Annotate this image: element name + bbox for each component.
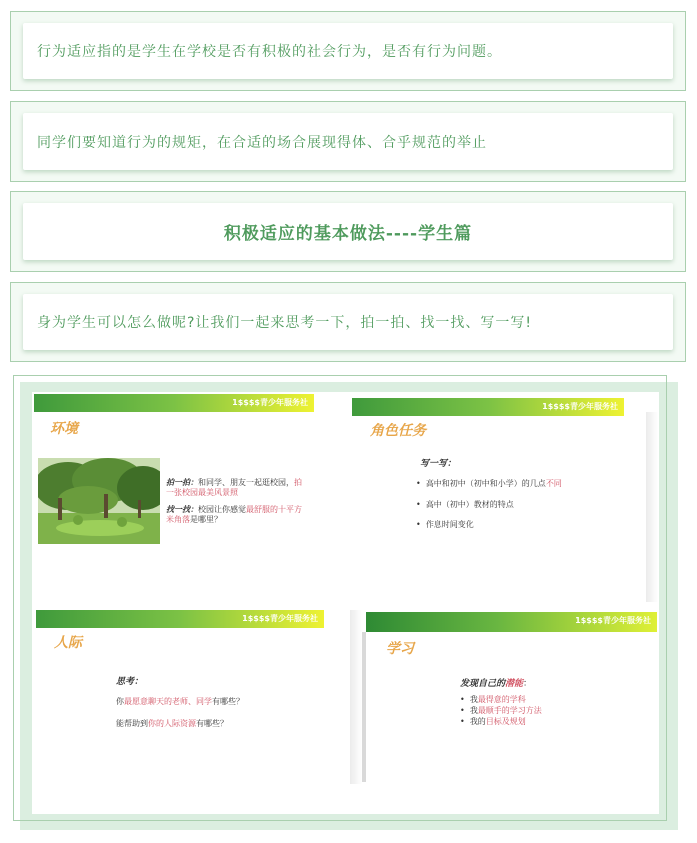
study-item-3: • 我的目标及规划 bbox=[460, 717, 526, 726]
slide-role-brand: 1$$$$青少年服务社 bbox=[542, 402, 618, 411]
intro-card-1 bbox=[10, 11, 686, 91]
slide-social-brand: 1$$$$青少年服务社 bbox=[242, 614, 318, 623]
slide-study-brand: 1$$$$青少年服务社 bbox=[575, 616, 651, 625]
study-item-2: • 我最顺手的学习方法 bbox=[460, 706, 542, 715]
campus-photo bbox=[38, 458, 160, 544]
intro-card-1-panel bbox=[23, 23, 673, 79]
role-item-1: • 高中和初中（初中和小学）的几点不同 bbox=[416, 479, 562, 488]
intro-card-3-text: 身为学生可以怎么做呢?让我们一起来思考一下，拍一拍、找一找、写一写! bbox=[37, 315, 533, 331]
slide-role-tasks bbox=[350, 392, 659, 602]
section-title-panel bbox=[23, 203, 673, 260]
role-item-3: • 作息时间变化 bbox=[416, 520, 474, 529]
study-item-1: • 我最得意的学科 bbox=[460, 695, 526, 704]
slide-role-title: 角色任务 bbox=[370, 423, 426, 439]
slide-role-edge-shade bbox=[646, 412, 658, 602]
slide-environment-pai-line2: 一张校园最美风景照 bbox=[166, 488, 238, 497]
intro-card-3-panel bbox=[23, 294, 673, 350]
slide-study-header-bar bbox=[366, 612, 657, 632]
social-question-1: 你最愿意聊天的老师、同学有哪些？ bbox=[116, 697, 244, 706]
intro-card-1-text: 行为适应指的是学生在学校是否有积极的社会行为，是否有行为问题。 bbox=[37, 44, 502, 60]
slide-social-header-bar bbox=[36, 610, 324, 628]
intro-card-2-text: 同学们要知道行为的规矩，在合适的场合展现得体、合乎规范的举止 bbox=[37, 134, 487, 151]
section-title-card bbox=[10, 191, 686, 272]
intro-card-2-panel bbox=[23, 113, 673, 170]
slide-social bbox=[32, 606, 362, 814]
role-item-2: • 高中（初中）教材的特点 bbox=[416, 500, 514, 509]
slides-image bbox=[32, 392, 659, 814]
slide-study-heading: 发现自己的潜能： bbox=[460, 679, 533, 689]
slide-social-heading: 思考： bbox=[116, 677, 144, 687]
section-title: 积极适应的基本做法----学生篇 bbox=[223, 224, 473, 244]
social-question-2: 能帮助到你的人际资源有哪些？ bbox=[116, 719, 228, 728]
intro-card-3 bbox=[10, 282, 686, 362]
slide-environment bbox=[32, 392, 342, 602]
slide-environment-title: 环境 bbox=[50, 421, 78, 437]
slide-study bbox=[366, 610, 659, 814]
slide-role-header-bar bbox=[352, 398, 624, 416]
slide-environment-pai-line1: 拍一拍：和同学、朋友一起逛校园，拍 bbox=[166, 477, 302, 487]
slide-environment-zhao-line2: 米角落是哪里？ bbox=[166, 515, 222, 524]
campus-photo-image bbox=[38, 458, 160, 544]
slide-social-title: 人际 bbox=[54, 635, 82, 651]
slide-role-heading: 写一写： bbox=[420, 459, 457, 469]
slide-environment-brand: 1$$$$青少年服务社 bbox=[232, 398, 308, 407]
slide-study-edge-shade bbox=[362, 632, 366, 782]
intro-card-2 bbox=[10, 101, 686, 182]
slide-social-edge-shade bbox=[350, 610, 362, 784]
slide-environment-zhao-line1: 找一找：校园让你感觉最舒服的十平方 bbox=[166, 504, 302, 514]
slide-environment-header-bar bbox=[34, 394, 314, 412]
slide-study-title: 学习 bbox=[386, 641, 414, 657]
